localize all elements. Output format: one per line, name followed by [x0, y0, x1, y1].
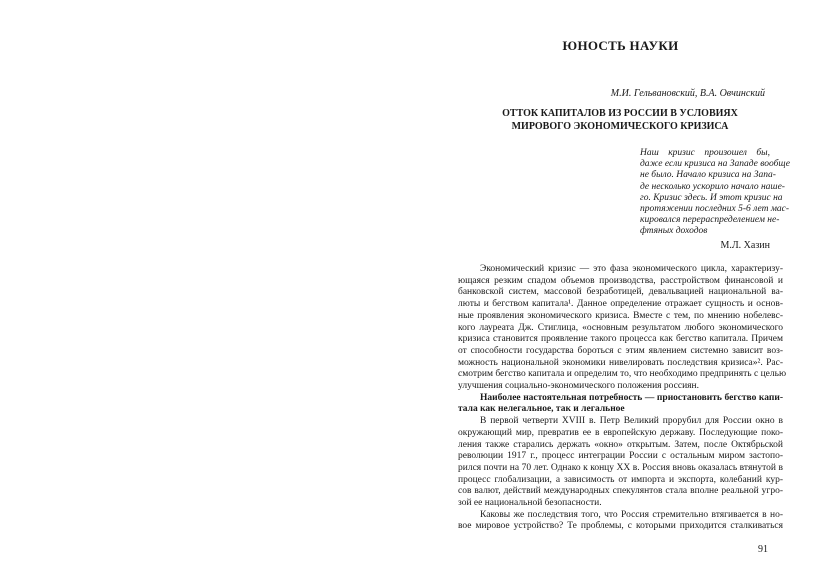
epigraph-line: го. Кризис здесь. И этот кризис на [640, 192, 783, 203]
article-title-line: ОТТОК КАПИТАЛОВ ИЗ РОССИИ В УСЛОВИЯХ [502, 108, 738, 119]
body-line: банковской систем, массовой безработицей, девальвацией национальной ва- [458, 287, 783, 298]
body-line: Каковы же последствия того, что Россия стремительно втягивается в но- [480, 509, 783, 520]
article-body [458, 264, 787, 533]
epigraph-line: Наш кризис произошел бы, [640, 148, 770, 158]
article-authors: М.И. Гельвановский, В.А. Овчинский [610, 88, 765, 99]
body-line: В первой четверти XVIII в. Петр Великий прорубил для России окно в [480, 416, 783, 427]
body-line: ные проявления экономического кризиса. Вместе с тем, по мнению нобелевс- [458, 310, 783, 321]
body-line: люты и бегством капитала¹. Данное определение отражает сущность и основ- [458, 299, 783, 310]
epigraph-line: протяжении последних 5-6 лет мас- [640, 204, 790, 215]
body-line: революции 1917 г., процесс интеграции России с остальным миром застопо- [458, 451, 783, 462]
body-line: Наиболее настоятельная потребность — приостановить бегство капи- [480, 392, 783, 403]
body-line: тала как нелегальное, так и легальное [458, 404, 625, 415]
article-title-line: МИРОВОГО ЭКОНОМИЧЕСКОГО КРИЗИСА [511, 120, 729, 132]
epigraph-line: даже если кризиса на Западе вообще [640, 159, 791, 170]
epigraph-line: не было. Начало кризиса на Запа- [640, 170, 776, 181]
body-line: вое мировое устройство? Те проблемы, с которыми приходится сталкиваться [458, 521, 783, 532]
body-line: зой ее национальной безопасности. [458, 498, 602, 509]
page-number: 91 [758, 544, 768, 555]
body-line: ющаяся резким спадом объемов производства, расстройством финансовой и [458, 275, 783, 286]
body-line: Экономический кризис — это фаза экономического цикла, характеризу- [480, 264, 783, 274]
epigraph-line: де несколько ускорило начало наше- [640, 181, 785, 192]
body-line: кого лауреата Дж. Стиглица, «основным результатом любого экономического [458, 322, 783, 333]
body-line: процесс глобализации, а зависимость от импорта и экспорта, колебаний кур- [458, 474, 783, 485]
section-title: ЮНОСТЬ НАУКИ [562, 38, 679, 53]
epigraph [640, 148, 791, 238]
body-line: можность национальной экономики нивелировать последствия кризиса»². Рас- [458, 357, 783, 368]
body-line: смотрим бегство капитала и определим то, что необходимо предпринять с целью [458, 369, 787, 380]
body-line: ления также старались держать «окно» открытым. Затем, после Октябрьской [458, 439, 783, 450]
body-line: рился почти на 70 лет. Однако к концу XX в. Россия вновь оказалась втянутой в [458, 462, 783, 473]
epigraph-author: М.Л. Хазин [720, 240, 770, 251]
body-line: окружающий мир, превратив ее в европейскую державу. Последующие поко- [458, 427, 783, 438]
epigraph-line: фтяных доходов [640, 226, 708, 237]
article-title [480, 108, 760, 133]
body-line: улучшения социально-экономического положения россиян. [458, 381, 699, 392]
body-line: кризиса становится проявление такого процесса как бегство капитала. Причем [458, 334, 783, 345]
body-line: от способности государства бороться с этим явлением системно зависит воз- [458, 345, 783, 356]
epigraph-line: кировался перераспределением не- [640, 215, 780, 226]
body-line: сов валют, действий международных спекулянтов стала вполне реальной угро- [458, 486, 783, 497]
